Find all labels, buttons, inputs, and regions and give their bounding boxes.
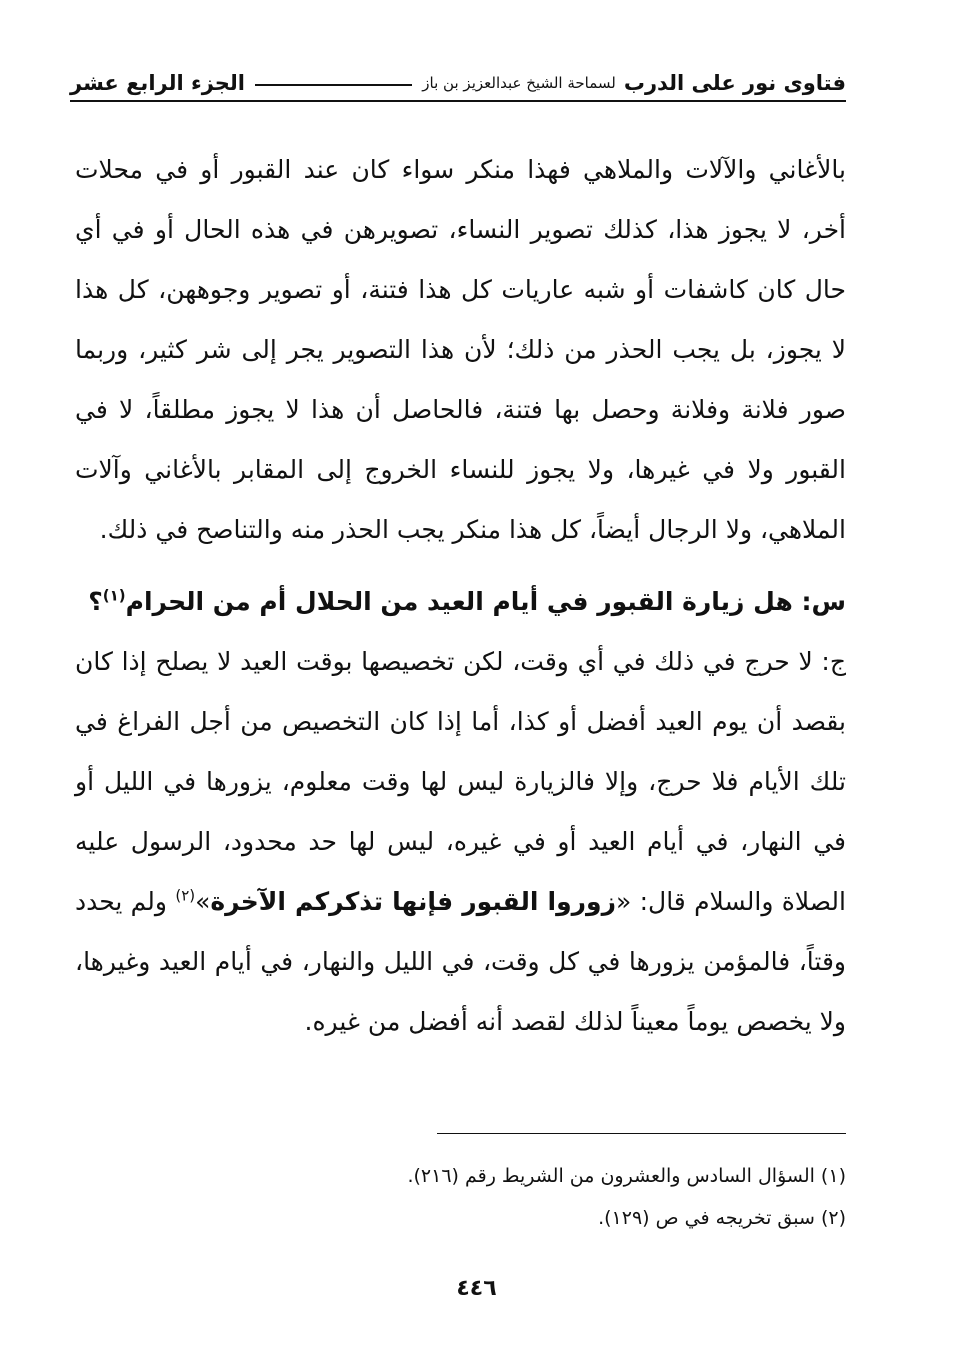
footnote-divider [437,1133,846,1134]
question-footnote-ref[interactable]: (١) [102,586,126,605]
answer-text-1: ج: لا حرج في ذلك في أي وقت، لكن تخصيصها بوقت العيد لا يصلح إذا كان بقصد أن يوم العيد أفضل أو كذا، أما إذا كان التخصيص من أجل الفراغ في تلك الأيام فلا حرج، وإلا فالزيارة ليس لها وقت معلوم، يزورها في الليل أو في النهار، في أيام العيد أو في غيره، ليس لها حد محدود، الرسول عليه الصلاة والسلام قال: « [75,647,846,916]
answer-text-2: ولم يحدد وقتاً، فالمؤمن يزورها في كل وقت، في الليل والنهار، في أيام العيد وغيرها، ولا يخصص يوماً معيناً لذلك لقصد أنه أفضل من غيره. [75,887,846,1036]
question [75,572,846,632]
paragraph-1: بالأغاني والآلات والملاهي فهذا منكر سواء كان عند القبور أو في محلات أخر، لا يجوز هذا، كذلك تصوير النساء، تصويرهن في هذه الحال أو في أي حال كان كاشفات أو شبه عاريات كل هذا فتنة، أو تصوير وجوههن، كل هذا لا يجوز، بل يجب الحذر من ذلك؛ لأن هذا التصوير يجر إلى شر كثير، وربما صور فلانة وفلانة وحصل بها فتنة، فالحاصل أن هذا لا يجوز مطلقاً، لا في القبور ولا في غيرها، ولا يجوز للنساء الخروج إلى المقابر بالأغاني وآلات الملاهي، ولا الرجال أيضاً، كل هذا منكر يجب الحذر منه والتناصح في ذلك. [75,155,846,544]
book-author: لسماحة الشيخ عبدالعزيز بن باز [422,74,616,92]
answer [75,632,846,1052]
page-body [75,140,846,1052]
hadith-quote: زوروا القبور فإنها تذكركم الآخرة [210,887,616,916]
footnote-1: (١) السؤال السادس والعشرون من الشريط رقم (٢١٦). [407,1165,846,1187]
question-mark: ؟ [88,587,103,616]
book-title: فتاوى نور على الدرب [623,71,846,95]
hadith-close-quote: » [195,887,211,916]
header-rule [255,84,412,86]
footnote-2: (٢) سبق تخريجه في ص (١٢٩). [598,1207,846,1229]
running-header [70,66,846,102]
footnotes [407,1155,846,1239]
page-number: ٤٤٦ [456,1276,497,1301]
question-text: س: هل زيارة القبور في أيام العيد من الحلال أم من الحرام [125,587,846,616]
hadith-footnote-ref[interactable]: (٢) [175,886,196,905]
volume-label: الجزء الرابع عشر [70,71,245,95]
